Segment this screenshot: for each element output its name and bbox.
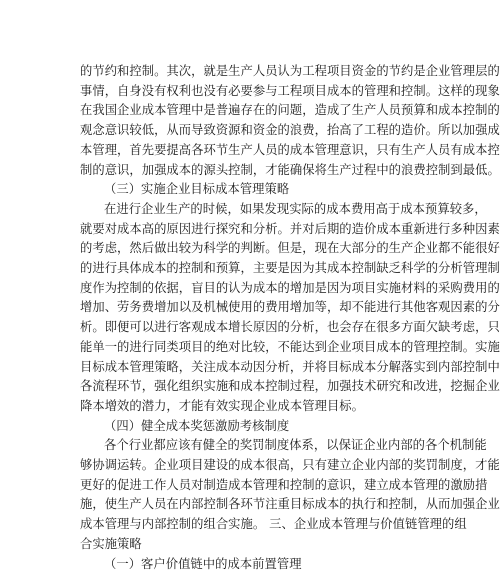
paragraph-line: 事情，自身没有权利也没有必要参与工程项目成本的管理和控制。这样的现象 [80,83,500,98]
paragraph-line: 降本增效的潜力，才能有效实现企业成本管理目标。 [80,398,364,413]
paragraph-line: 成本管理与内部控制的组合实施。 三、企业成本管理与价值链管理的组 [80,517,467,532]
section-heading: 合实施策略 [80,536,142,551]
paragraph-line: 度作为控制的依据，盲目的认为成本的增加是因为项目实施材料的采购费用的 [80,280,500,295]
paragraph-line: 更好的促进工作人员对制造成本管理和控制的意识，建立成本管理的激励措 [80,477,488,492]
paragraph-line: 能单一的进行同类项目的绝对比较，不能达到企业项目成本的管理控制。实施 [80,339,500,354]
paragraph-line: 各个行业都应该有健全的奖罚制度体系，以保证企业内部的各个机制能 [104,438,487,453]
paragraph-line: 制的意识，加强成本的源头控制，才能确保将生产过程中的浪费控制到最低。 [80,162,500,177]
paragraph-line: 够协调运转。企业项目建设的成本很高，只有建立企业内部的奖罚制度，才能 [80,458,500,472]
section-heading: （一）客户价值链中的成本前置管理 [104,556,302,571]
paragraph-line: 析。即便可以进行客观成本增长原因的分析，也会存在很多方面欠缺考虑，只 [80,320,500,335]
paragraph-line: 就要对成本高的原因进行探究和分析。并对后期的造价成本重新进行多种因素 [80,221,500,236]
paragraph-line: 的节约和控制。其次，就是生产人员认为工程项目资金的节约是企业管理层的 [80,64,500,78]
section-heading: （三）实施企业目标成本管理策略 [104,182,290,197]
paragraph-line: 目标成本管理策略，关注成本动因分析，并将目标成本分解落实到内部控制中 [80,359,500,374]
paragraph-line: 本管理，首先要提高各环节生产人员的成本管理意识，只有生产人员有成本控 [80,142,500,157]
paragraph-line: 增加、劳务费增加以及机械使用的费用增加等，却不能进行其他客观因素的分 [80,300,500,315]
paragraph-line: 的考虑，然后做出较为科学的判断。但是，现在大部分的生产企业都不能很好 [80,241,500,256]
paragraph-line: 在进行企业生产的时候，如果发现实际的成本费用高于成本预算较多， [104,201,487,216]
section-heading: （四）健全成本奖惩激励考核制度 [104,418,290,433]
paragraph-line: 在我国企业成本管理中是普遍存在的问题，造成了生产人员预算和成本控制的 [80,103,500,118]
paragraph-line: 观念意识较低，从而导致资源和资金的浪费，抬高了工程的造价。所以加强成 [80,123,500,138]
paragraph-line: 各流程环节，强化组织实施和成本控制过程，加强技术研究和改进，挖掘企业 [80,379,500,394]
paragraph-line: 施，使生产人员在内部控制各环节注重目标成本的执行和控制，从而加强企业 [80,497,500,512]
paragraph-line: 的进行具体成本的控制和预算，主要是因为其成本控制缺乏科学的分析管理制 [80,261,500,275]
